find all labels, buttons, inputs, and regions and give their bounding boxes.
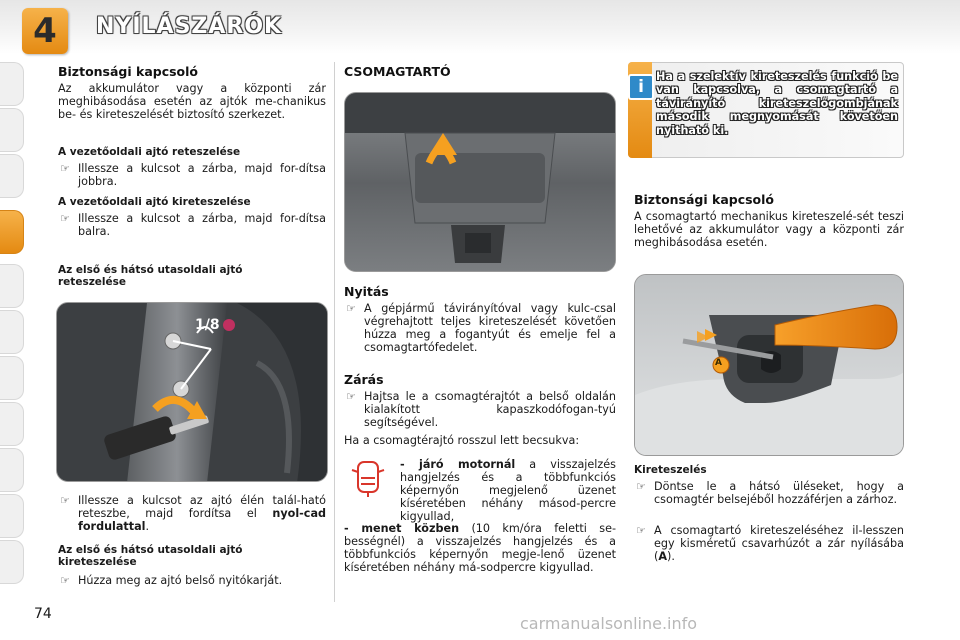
- right-bullet-screw-text: [636, 524, 904, 563]
- chapter-number-badge: 4: [22, 8, 68, 54]
- chapter-tab-9[interactable]: [0, 448, 24, 492]
- eighth-turn-label: 1/8: [195, 317, 220, 333]
- chapter-tab-1[interactable]: [0, 62, 24, 106]
- pointing-hand-icon: ☞: [636, 480, 646, 493]
- left-sub-other-unlock: Az első és hátsó utasoldali ajtó kireteszelése: [58, 544, 243, 568]
- left-bullet-handle-text: Húzza meg az ajtó belső nyitókarját.: [78, 574, 283, 587]
- screw-text-end: ).: [667, 550, 675, 563]
- trunk-heading: CSOMAGTARTÓ: [344, 64, 451, 79]
- chapter-tab-10[interactable]: [0, 494, 24, 538]
- chapter-tab-4-active[interactable]: [0, 210, 24, 254]
- close-bullet-text: Hajtsa le a csomagtérajtót a belső oldalán kialakított kapaszkodófogan-tyú segítségével.: [364, 390, 616, 429]
- left-sub-lock: A vezetőoldali ajtó reteszelése: [58, 146, 241, 158]
- left-intro: Az akkumulátor vagy a központi zár meghibásodása esetén az ajtók me-chanikus be- és kireteszelését biztosító szerkezet.: [58, 82, 326, 121]
- engine-running-label: - járó motornál: [400, 458, 516, 471]
- tool-text-bold: nyol-cad fordulattal: [78, 507, 327, 533]
- open-heading: Nyitás: [344, 284, 389, 299]
- door-lock-illustration: [57, 303, 328, 482]
- moving-label: - menet közben: [344, 522, 460, 535]
- trunk-open-warning-icon: [348, 458, 388, 498]
- right-heading: Biztonsági kapcsoló: [634, 192, 775, 207]
- screw-text-normal: A csomagtartó kireteszeléséhez il-lesszen egy kisméretű csavarhúzót a zár nyílásába (: [654, 524, 904, 563]
- info-icon: i: [628, 74, 654, 100]
- trunk-handle-photo: [344, 92, 616, 272]
- open-bullet: [346, 302, 616, 354]
- lock-slot-label: A: [715, 358, 722, 368]
- left-bullet-unlock: [60, 212, 326, 238]
- right-sub-unlock: Kireteszelés: [634, 464, 707, 476]
- pointing-hand-icon: ☞: [636, 524, 646, 537]
- screwdriver-illustration: [635, 275, 904, 456]
- right-bullet-fold: [636, 480, 904, 506]
- engine-running-item: [400, 458, 616, 523]
- left-bullet-tool: [60, 494, 326, 533]
- page-number: 74: [34, 606, 52, 622]
- pointing-hand-icon: ☞: [60, 494, 70, 507]
- pointing-hand-icon: ☞: [60, 574, 70, 587]
- left-bullet-unlock-text: Illessze a kulcsot a zárba, majd for-dítsa balra.: [78, 212, 326, 238]
- chapter-tab-5[interactable]: [0, 264, 24, 308]
- pointing-hand-icon: ☞: [346, 302, 356, 315]
- left-bullet-tool-text: [60, 494, 326, 533]
- watermark: carmanualsonline.info: [520, 614, 698, 633]
- left-sub-unlock: A vezetőoldali ajtó kireteszelése: [58, 196, 251, 208]
- pointing-hand-icon: ☞: [346, 390, 356, 403]
- trunk-handle-illustration: [345, 93, 616, 272]
- screw-text-bold: A: [658, 550, 668, 563]
- chapter-tab-11[interactable]: [0, 540, 24, 584]
- right-text: A csomagtartó mechanikus kireteszelé-sét teszi lehetővé az akkumulátor vagy a központi zár meghibásodása esetén.: [634, 210, 904, 249]
- chapter-tab-2[interactable]: [0, 108, 24, 152]
- right-bullet-fold-text: Döntse le a hátsó üléseket, hogy a csomagtér belsejéből hozzáférjen a zárhoz.: [654, 480, 904, 506]
- chapter-tab-7[interactable]: [0, 356, 24, 400]
- pointing-hand-icon: ☞: [60, 162, 70, 175]
- right-bullet-screw: [636, 524, 904, 563]
- left-bullet-handle: [60, 574, 326, 587]
- left-heading: Biztonsági kapcsoló: [58, 64, 199, 79]
- chapter-tab-3[interactable]: [0, 154, 24, 198]
- open-bullet-text: A gépjármű távirányítóval vagy kulc-csal végrehajtott teljes kireteszelését követően húzza meg a fogantyút és emelje fel a csomagtartófedelet.: [364, 302, 616, 354]
- tool-text-end: .: [145, 520, 150, 533]
- column-divider: [334, 62, 335, 602]
- engine-running-text: a visszajelzés hangjelzés és a többfunkciós képernyőn megjelenő üzenet kíséretében néhány másod-percre kigyullad,: [400, 458, 616, 523]
- info-text: Ha a szelektív kireteszelés funkció be van kapcsolva, a csomagtartó a távirányító kireteszelőgombjának második megnyomását követően nyitható ki.: [656, 70, 898, 137]
- pointing-hand-icon: ☞: [60, 212, 70, 225]
- tool-text-normal: Illessze a kulcsot az ajtó élén talál-ható reteszbe, majd fordítsa el: [78, 494, 326, 520]
- screwdriver-photo: [634, 274, 904, 456]
- warn-line: Ha a csomagtérajtó rosszul lett becsukva:: [344, 434, 580, 447]
- chapter-tab-6[interactable]: [0, 310, 24, 354]
- chapter-tab-8[interactable]: [0, 402, 24, 446]
- left-bullet-lock-text: Illessze a kulcsot a zárba, majd for-dítsa jobbra.: [78, 162, 326, 188]
- moving-item: [344, 522, 616, 574]
- door-lock-photo: [56, 302, 328, 482]
- left-bullet-lock: [60, 162, 326, 188]
- close-bullet: [346, 390, 616, 429]
- left-sub-other-lock: Az első és hátsó utasoldali ajtó reteszelése: [58, 264, 243, 288]
- close-heading: Zárás: [344, 372, 384, 387]
- page-title: NYÍLÁSZÁRÓK: [96, 14, 283, 39]
- moving-text: (10 km/óra feletti se-bességnél) a visszajelzés hangjelzés és a többfunkciós képernyőn megje-lenő üzenet kíséretében néhány má-sodpercre kigyullad.: [344, 522, 616, 574]
